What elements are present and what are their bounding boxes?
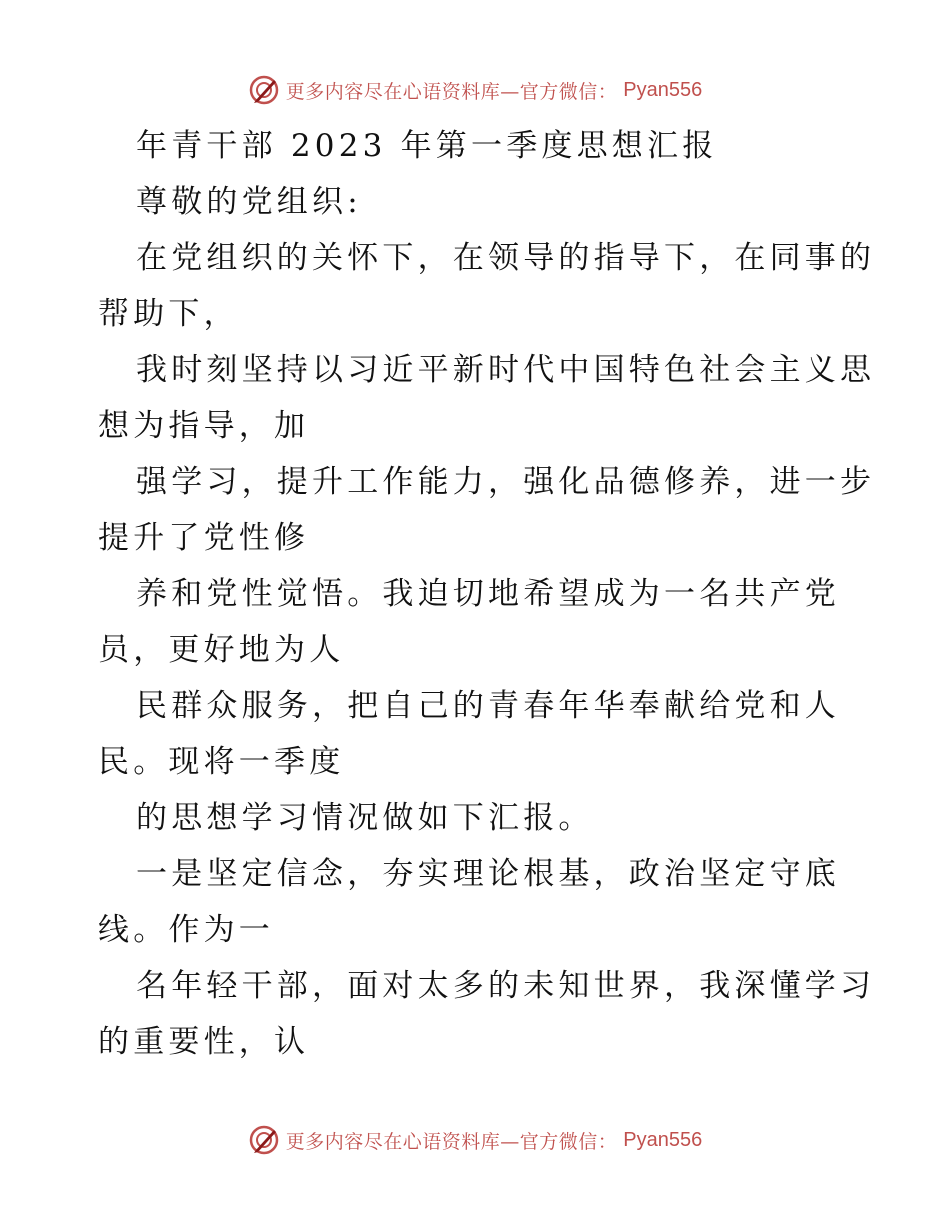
text-line: 想为指导，加 xyxy=(98,408,310,444)
pen-logo-icon xyxy=(248,1124,280,1156)
text-line: 我时刻坚持以习近平新时代中国特色社会主义思 xyxy=(136,352,876,388)
text-line: 名年轻干部，面对太多的未知世界，我深懂学习 xyxy=(136,968,876,1004)
text-line: 强学习，提升工作能力，强化品德修养，进一步 xyxy=(136,464,876,500)
footer-banner xyxy=(0,1120,950,1160)
text-line: 帮助下， xyxy=(98,296,239,332)
text-line: 在党组织的关怀下，在领导的指导下，在同事的 xyxy=(136,240,876,276)
text-line: 的重要性，认 xyxy=(98,1024,310,1060)
text-line: 的思想学习情况做如下汇报。 xyxy=(136,800,594,836)
pen-logo-icon xyxy=(248,74,280,106)
document-body xyxy=(98,118,876,1070)
salutation: 尊敬的党组织: xyxy=(136,184,362,220)
text-line: 一是坚定信念，夯实理论根基，政治坚定守底 xyxy=(136,856,840,892)
text-line: 养和党性觉悟。我迫切地希望成为一名共产党 xyxy=(136,576,840,612)
text-line: 员，更好地为人 xyxy=(98,632,345,668)
banner-slogan: 更多内容尽在心语资料库—官方微信： xyxy=(285,80,618,103)
text-line: 提升了党性修 xyxy=(98,520,310,556)
header-banner xyxy=(0,70,950,110)
banner-wechat-id: Pyan556 xyxy=(623,78,703,101)
banner-slogan: 更多内容尽在心语资料库—官方微信： xyxy=(285,1130,618,1153)
banner-wechat-id: Pyan556 xyxy=(623,1128,703,1151)
document-title: 年青干部 2023 年第一季度思想汇报 xyxy=(136,128,718,164)
text-line: 民。现将一季度 xyxy=(98,744,345,780)
text-line: 线。作为一 xyxy=(98,912,274,948)
text-line: 民群众服务，把自己的青春年华奉献给党和人 xyxy=(136,688,840,724)
